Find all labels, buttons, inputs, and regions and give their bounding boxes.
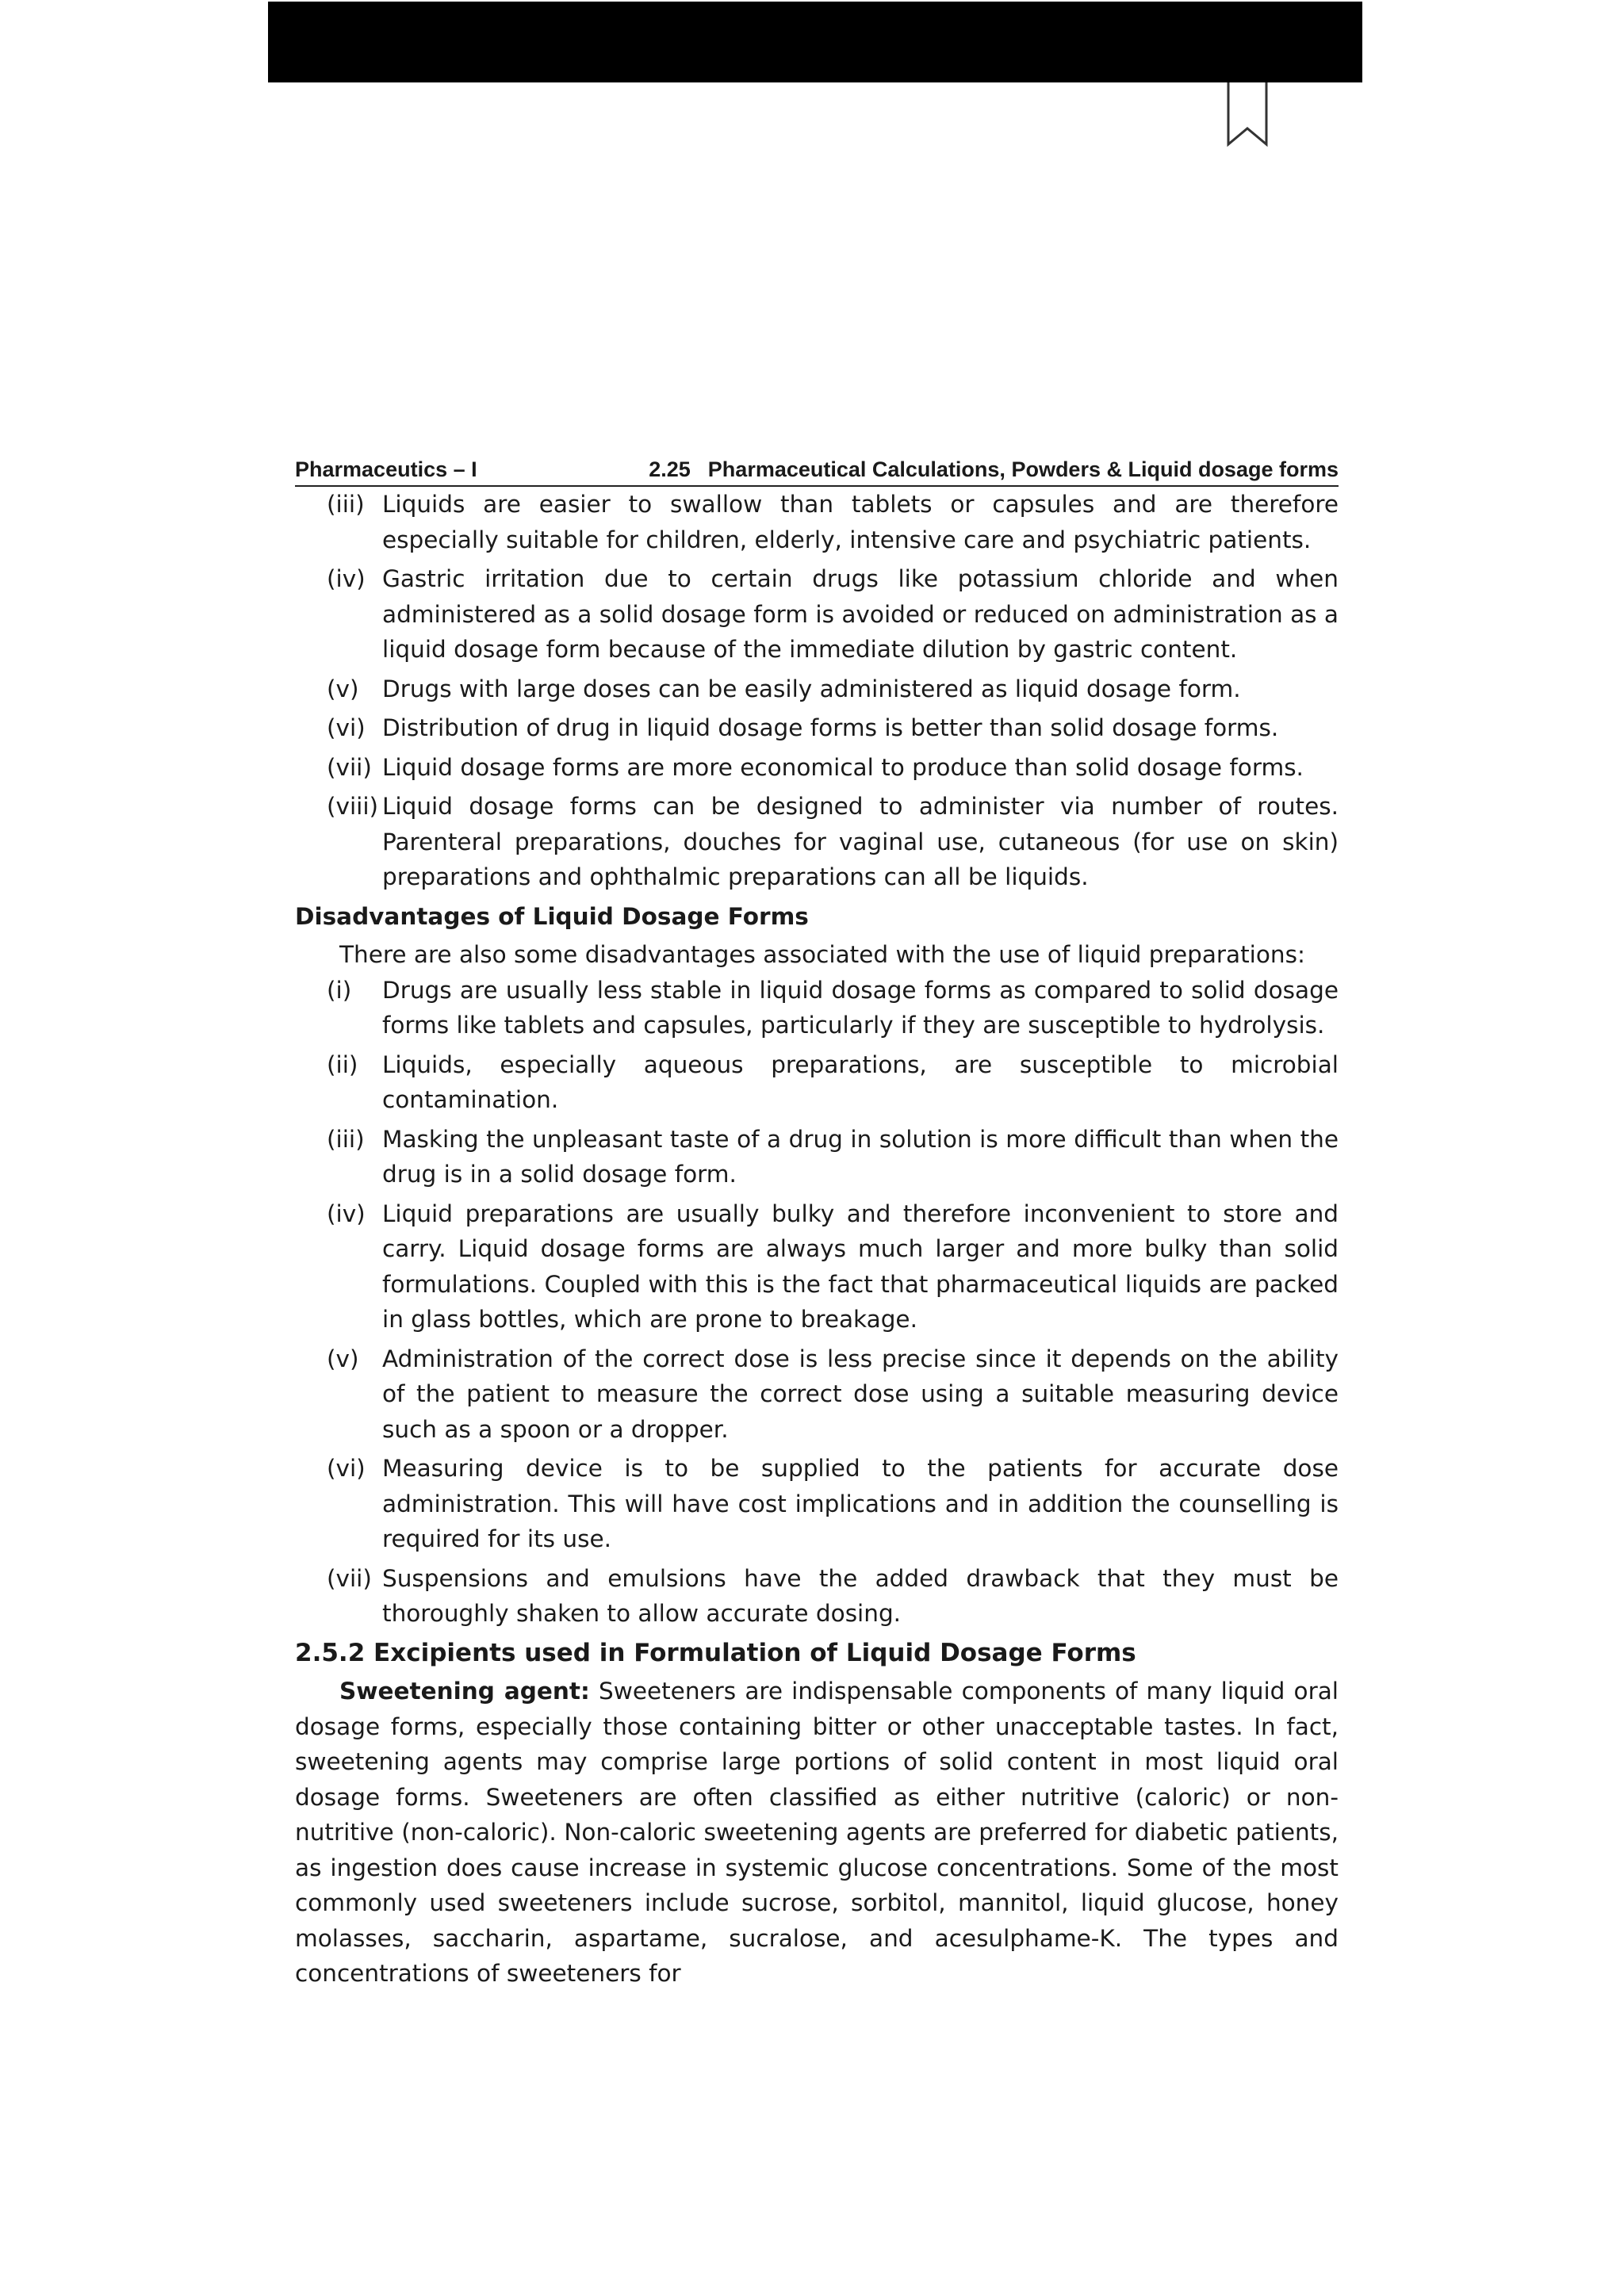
paragraph-lead: Sweetening agent: (339, 1678, 590, 1705)
advantages-list (295, 487, 1339, 895)
list-item (295, 1451, 1339, 1557)
list-item (295, 1122, 1339, 1192)
item-text: Liquid dosage forms can be designed to administer via number of routes. Parenteral preparations, douches for vaginal use, cutaneous (for use on skin) preparations and ophthalmic preparations can all be liquids. (382, 793, 1339, 890)
running-header (295, 453, 1339, 487)
item-text: Masking the unpleasant taste of a drug in solution is more difficult than when the drug is in a solid dosage form. (382, 1125, 1339, 1188)
disadvantages-intro: There are also some disadvantages associated with the use of liquid preparations: (339, 941, 1305, 968)
item-text: Administration of the correct dose is less precise since it depends on the ability of the patient to measure the correct dose using a suitable measuring device such as a spoon or a dropper. (382, 1345, 1339, 1443)
item-text: Liquids, especially aqueous preparations, are susceptible to microbial contamination. (382, 1050, 1339, 1113)
item-number: (iii) (327, 1125, 365, 1153)
item-number: (viii) (327, 793, 379, 820)
item-text: Distribution of drug in liquid dosage forms is better than solid dosage forms. (382, 714, 1279, 741)
item-number: (vi) (327, 714, 366, 741)
item-number: (v) (327, 675, 359, 702)
list-item (295, 561, 1339, 668)
list-item (295, 487, 1339, 557)
item-number: (vii) (327, 1564, 372, 1592)
item-text: Suspensions and emulsions have the added drawback that they must be thoroughly shaken to allow accurate dosing. (382, 1564, 1339, 1627)
top-black-bar (268, 2, 1362, 82)
item-number: (iv) (327, 1200, 366, 1227)
disadvantages-heading: Disadvantages of Liquid Dosage Forms (295, 902, 809, 930)
list-item (295, 1047, 1339, 1118)
item-text: Gastric irritation due to certain drugs like potassium chloride and when administered as a solid dosage form is avoided or reduced on administration as a liquid dosage form because of the immediate dilution by gastric content. (382, 565, 1339, 663)
list-item (295, 973, 1339, 1043)
item-number: (vi) (327, 1455, 366, 1482)
item-text: Liquid dosage forms are more economical to produce than solid dosage forms. (382, 753, 1304, 781)
item-text: Drugs are usually less stable in liquid dosage forms as compared to solid dosage forms like tablets and capsules, particularly if they are susceptible to hydrolysis. (382, 976, 1339, 1039)
chapter-title: Pharmaceutical Calculations, Powders & Liquid dosage forms (707, 457, 1339, 481)
list-item (295, 789, 1339, 895)
paragraph-body: Sweeteners are indispensable components of many liquid oral dosage forms, especially those containing bitter or other unacceptable tastes. In fact, sweetening agents may comprise large portions of solid content in most liquid oral dosage forms. Sweeteners are often classified as either nutritive (caloric) or non-nutritive (non-caloric). Non-caloric sweetening agents are preferred for diabetic patients, as ingestion does cause increase in systemic glucose concentrations. Some of the most commonly used sweeteners include sucrose, sorbitol, mannitol, liquid glucose, honey molasses, saccharin, aspartame, sucralose, and acesulphame-K. The types and concentrations of sweeteners for (295, 1678, 1339, 1987)
disadvantages-list (295, 973, 1339, 1632)
list-item (295, 672, 1339, 707)
item-text: Measuring device is to be supplied to the patients for accurate dose administration. This will have cost implications and in addition the counselling is required for its use. (382, 1455, 1339, 1552)
item-text: Drugs with large doses can be easily administered as liquid dosage form. (382, 675, 1241, 702)
page-number: 2.25 (649, 457, 691, 481)
item-text: Liquids are easier to swallow than tablets or capsules and are therefore especially suitable for children, elderly, intensive care and psychiatric patients. (382, 491, 1339, 553)
list-item (295, 1196, 1339, 1337)
list-item (295, 1561, 1339, 1632)
sweetening-paragraph (295, 1674, 1339, 1992)
list-item (295, 1341, 1339, 1448)
section-heading: 2.5.2 Excipients used in Formulation of Liquid Dosage Forms (295, 1638, 1136, 1667)
list-item (295, 750, 1339, 786)
list-item (295, 710, 1339, 746)
header-right (649, 453, 1339, 485)
item-text: Liquid preparations are usually bulky and therefore inconvenient to store and carry. Liquid dosage forms are always much larger and more bulky than solid formulations. Coupled with this is the fact that pharmaceutical liquids are packed in glass bottles, which are prone to breakage. (382, 1200, 1339, 1333)
page-content (295, 487, 1339, 1992)
item-number: (iv) (327, 565, 366, 592)
bookmark-icon[interactable] (1226, 82, 1269, 147)
item-number: (i) (327, 976, 352, 1004)
item-number: (v) (327, 1345, 359, 1372)
item-number: (vii) (327, 753, 372, 781)
document-page (295, 453, 1339, 1992)
header-subject: Pharmaceutics – I (295, 457, 477, 481)
item-number: (ii) (327, 1050, 358, 1078)
item-number: (iii) (327, 491, 365, 518)
